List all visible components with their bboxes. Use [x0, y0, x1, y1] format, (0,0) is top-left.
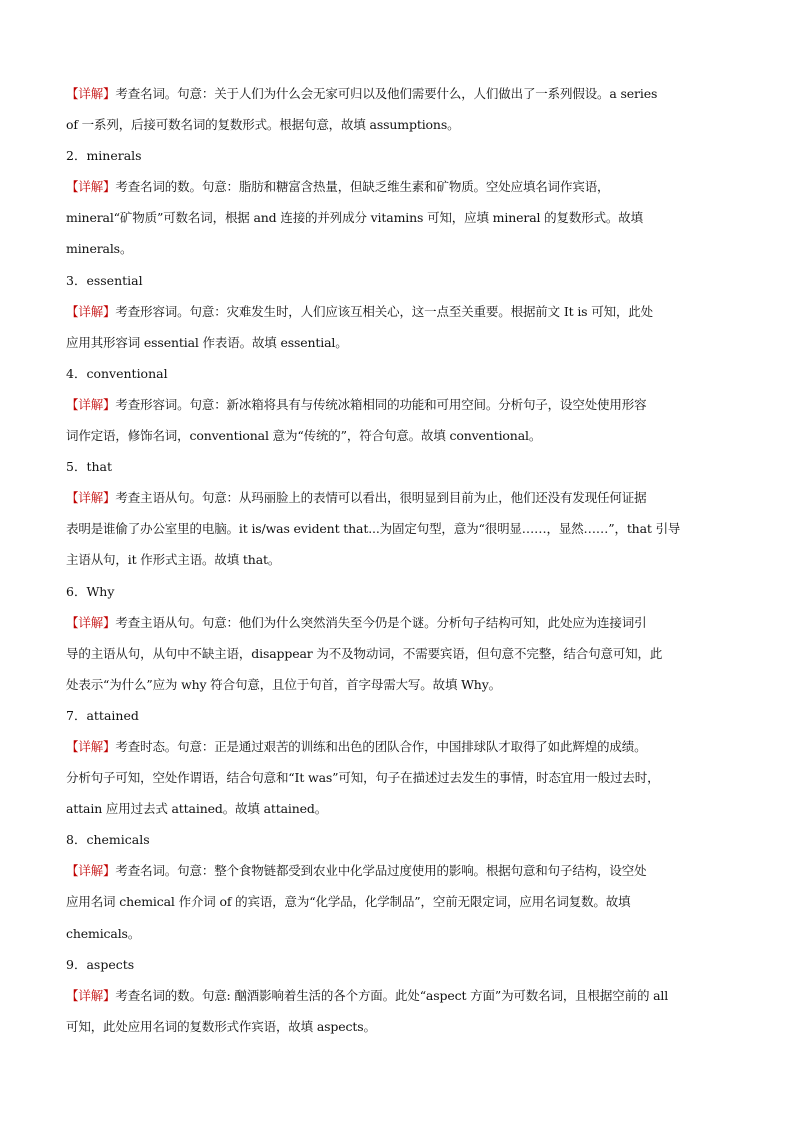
explanation-line: [66, 607, 736, 638]
detail-tag: 【详解】: [66, 614, 116, 630]
explanation-line: [66, 762, 736, 793]
detail-tag: 【详解】: [66, 179, 116, 195]
answer-item: [66, 78, 736, 140]
explanation-line: [66, 327, 736, 358]
detail-tag: 【详解】: [66, 86, 116, 101]
detail-tag: 【详解】: [66, 490, 116, 506]
explanation-text: 可知，此处应用名词的复数形式作宾语，故填 aspects。: [66, 1018, 376, 1034]
explanation-line: [66, 389, 736, 420]
explanation-line: [66, 171, 736, 202]
answer-label: 4．conventional: [66, 365, 168, 381]
detail-tag: 【详解】: [66, 396, 116, 412]
answer-item: [66, 140, 736, 264]
explanation-text: 词作定语，修饰名词，conventional 意为“传统的”，符合句意。故填 conventional。: [66, 428, 542, 444]
answer-item: [66, 824, 736, 948]
detail-tag: 【详解】: [66, 987, 116, 1003]
explanation-text: of 一系列，后接可数名词的复数形式。根据句意，故填 assumptions。: [66, 117, 460, 133]
explanation-text: 考查主语从句。句意：他们为什么突然消失至今仍是个谜。分析句子结构可知，此处应为连接词引: [115, 614, 647, 630]
answer-item: [66, 700, 736, 824]
explanation-text: 主语从句，it 作形式主语。故填 that。: [66, 552, 281, 568]
explanation-text: 分析句子可知，空处作谓语，结合句意和“It was”可知，句子在描述过去发生的事情，时态宜用一般过去时，: [66, 770, 660, 786]
explanation-text: 表明是谁偷了办公室里的电脑。it is/was evident that...为固定句型，意为“很明显……，显然……”，that 引导: [66, 521, 681, 537]
answer-item: [66, 265, 736, 358]
explanation-line: [66, 78, 736, 109]
explanation-line: [66, 544, 736, 575]
explanation-text: 考查名词。句意：整个食物链都受到农业中化学品过度使用的影响。根据句意和句子结构，设空处: [115, 863, 647, 879]
explanation-text: 导的主语从句，从句中不缺主语，disappear 为不及物动词，不需要宾语，但句意不完整，结合句意可知，此: [66, 645, 663, 661]
detail-tag: 【详解】: [66, 738, 116, 754]
answer-label: 6．Why: [66, 583, 115, 599]
answer-label: 9．aspects: [66, 956, 135, 972]
explanation-text: minerals。: [66, 241, 133, 257]
explanation-line: [66, 886, 736, 917]
explanation-text: mineral“矿物质”可数名词，根据 and 连接的并列成分 vitamins 可知，应填 mineral 的复数形式。故填: [66, 210, 643, 226]
explanation-line: [66, 296, 736, 327]
answer-label: 7．attained: [66, 707, 139, 723]
explanation-line: [66, 109, 736, 140]
explanation-text: 处表示“为什么”应为 why 符合句意，且位于句首，首字母需大写。故填 Why。: [66, 676, 501, 692]
explanation-line: [66, 918, 736, 949]
explanation-text: 考查主语从句。句意：从玛丽脸上的表情可以看出，很明显到目前为止，他们还没有发现任何证据: [115, 490, 647, 506]
explanation-text: 考查形容词。句意：灾难发生时，人们应该互相关心，这一点至关重要。根据前文 It is 可知，此处: [115, 303, 654, 319]
explanation-text: 考查形容词。句意：新冰箱将具有与传统冰箱相同的功能和可用空间。分析句子，设空处使用形容: [115, 396, 647, 412]
answer-label: 5．that: [66, 459, 113, 475]
document-body: [66, 78, 736, 1042]
explanation-line: [66, 638, 736, 669]
answer-item: [66, 451, 736, 575]
explanation-text: attain 应用过去式 attained。故填 attained。: [66, 801, 328, 817]
explanation-text: 应用名词 chemical 作介词 of 的宾语，意为“化学品，化学制品”，空前无限定词，应用名词复数。故填: [66, 894, 631, 910]
explanation-text: chemicals。: [66, 925, 141, 941]
answer-item: [66, 949, 736, 1042]
explanation-text: 考查时态。句意：正是通过艰苦的训练和出色的团队合作，中国排球队才取得了如此辉煌的成绩。: [115, 738, 647, 754]
answer-label: 2．minerals: [66, 148, 142, 164]
explanation-line: [66, 1011, 736, 1042]
explanation-text: 应用其形容词 essential 作表语。故填 essential。: [66, 334, 348, 350]
explanation-text: 考查名词。句意：关于人们为什么会无家可归以及他们需要什么，人们做出了一系列假设。a series: [115, 86, 658, 101]
answer-item: [66, 576, 736, 700]
explanation-line: [66, 202, 736, 233]
explanation-line: [66, 669, 736, 700]
answer-item: [66, 358, 736, 451]
explanation-line: [66, 793, 736, 824]
explanation-line: [66, 731, 736, 762]
explanation-line: [66, 513, 736, 544]
explanation-line: [66, 980, 736, 1011]
detail-tag: 【详解】: [66, 303, 116, 319]
explanation-line: [66, 855, 736, 886]
explanation-line: [66, 233, 736, 264]
explanation-text: 考查名词的数。句意: 酗酒影响着生活的各个方面。此处“aspect 方面”为可数名词，且根据空前的 all: [115, 987, 669, 1003]
answer-label: 3．essential: [66, 272, 143, 288]
explanation-line: [66, 420, 736, 451]
answer-label: 8．chemicals: [66, 832, 150, 848]
detail-tag: 【详解】: [66, 863, 116, 879]
explanation-line: [66, 482, 736, 513]
explanation-text: 考查名词的数。句意：脂肪和糖富含热量，但缺乏维生素和矿物质。空处应填名词作宾语，: [115, 179, 610, 195]
